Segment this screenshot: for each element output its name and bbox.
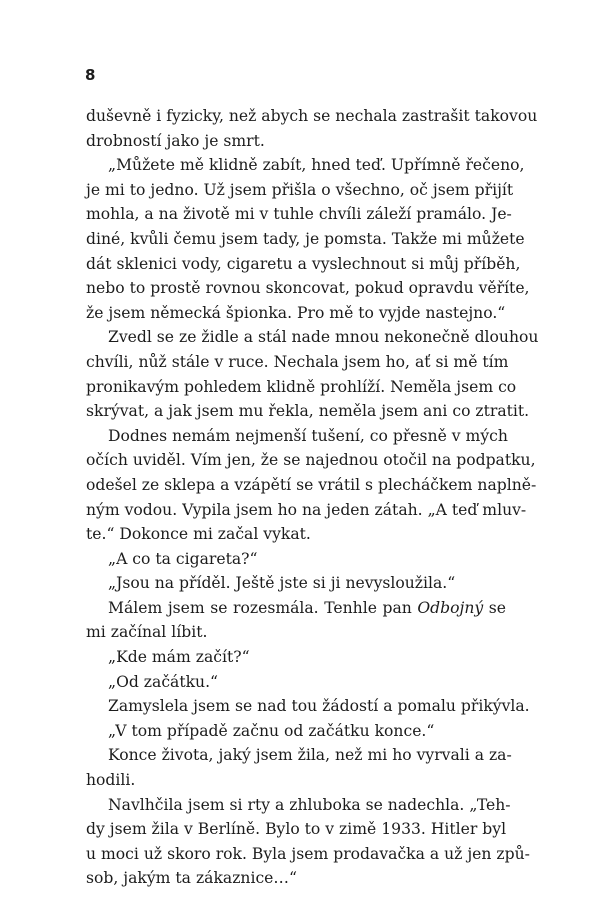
- text-line: drobností jako je smrt.: [86, 131, 265, 150]
- text-line: diné, kvůli čemu jsem tady, je pomsta. Takže mi můžete: [86, 229, 525, 248]
- text-line: „Od začátku.“: [108, 672, 219, 691]
- text-line: je mi to jedno. Už jsem přišla o všechno, oč jsem přijít: [86, 180, 514, 199]
- text-line: Navlhčila jsem si rty a zhluboka se nadechla. „Teh-: [108, 795, 511, 814]
- text-line: Zvedl se ze židle a stál nade mnou nekonečně dlouhou: [108, 328, 539, 347]
- text-line: očích uviděl. Vím jen, že se najednou otočil na podpatku,: [86, 451, 536, 470]
- text-line: u moci už skoro rok. Byla jsem prodavačka a už jen způ-: [86, 844, 530, 863]
- text-line: mi začínal líbit.: [86, 623, 208, 642]
- text-line: chvíli, nůž stále v ruce. Nechala jsem ho, ať si mě tím: [86, 352, 509, 371]
- text-line: duševně i fyzicky, než abych se nechala zastrašit takovou: [86, 107, 538, 125]
- text-line: skrývat, a jak jsem mu řekla, neměla jsem ani co ztratit.: [86, 402, 530, 421]
- body-text: [86, 104, 539, 891]
- text-line: „V tom případě začnu od začátku konce.“: [108, 721, 435, 740]
- text-line: Konce života, jaký jsem žila, než mi ho vyrvali a za-: [108, 746, 512, 765]
- text-line: te.“ Dokonce mi začal vykat.: [86, 525, 311, 544]
- text-line: nebo to prostě rovnou skoncovat, pokud opravdu věříte,: [86, 279, 530, 298]
- text-line: „Jsou na příděl. Ještě jste si ji nevysloužila.“: [108, 574, 456, 593]
- text-line: hodili.: [86, 771, 136, 790]
- text-line: „Kde mám začít?“: [108, 648, 250, 667]
- text-line: Málem jsem se rozesmála. Tenhle pan Odbojný se: [108, 598, 506, 617]
- text-line: „Můžete mě klidně zabít, hned teď. Upřímně řečeno,: [108, 156, 525, 175]
- text-line: odešel ze sklepa a vzápětí se vrátil s plecháčkem naplně-: [86, 475, 537, 494]
- text-line: sob, jakým ta zákaznice…“: [86, 869, 297, 888]
- text-line: ným vodou. Vypila jsem ho na jeden zátah. „A teď mluv-: [86, 500, 527, 519]
- page-number: 8: [85, 66, 96, 84]
- text-line: pronikavým pohledem klidně prohlíží. Neměla jsem co: [86, 377, 517, 396]
- text-line: že jsem německá špionka. Pro mě to vyjde nastejno.“: [86, 303, 506, 322]
- text-line: Zamyslela jsem se nad tou žádostí a pomalu přikývla.: [108, 697, 530, 716]
- text-line: Dodnes nemám nejmenší tušení, co přesně v mých: [108, 426, 508, 445]
- text-line: mohla, a na životě mi v tuhle chvíli záleží pramálo. Je-: [86, 205, 512, 224]
- text-line: „A co ta cigareta?“: [108, 549, 258, 568]
- text-line: dát sklenici vody, cigaretu a vyslechnout si můj příběh,: [86, 254, 521, 273]
- text-line: dy jsem žila v Berlíně. Bylo to v zimě 1933. Hitler byl: [86, 820, 507, 839]
